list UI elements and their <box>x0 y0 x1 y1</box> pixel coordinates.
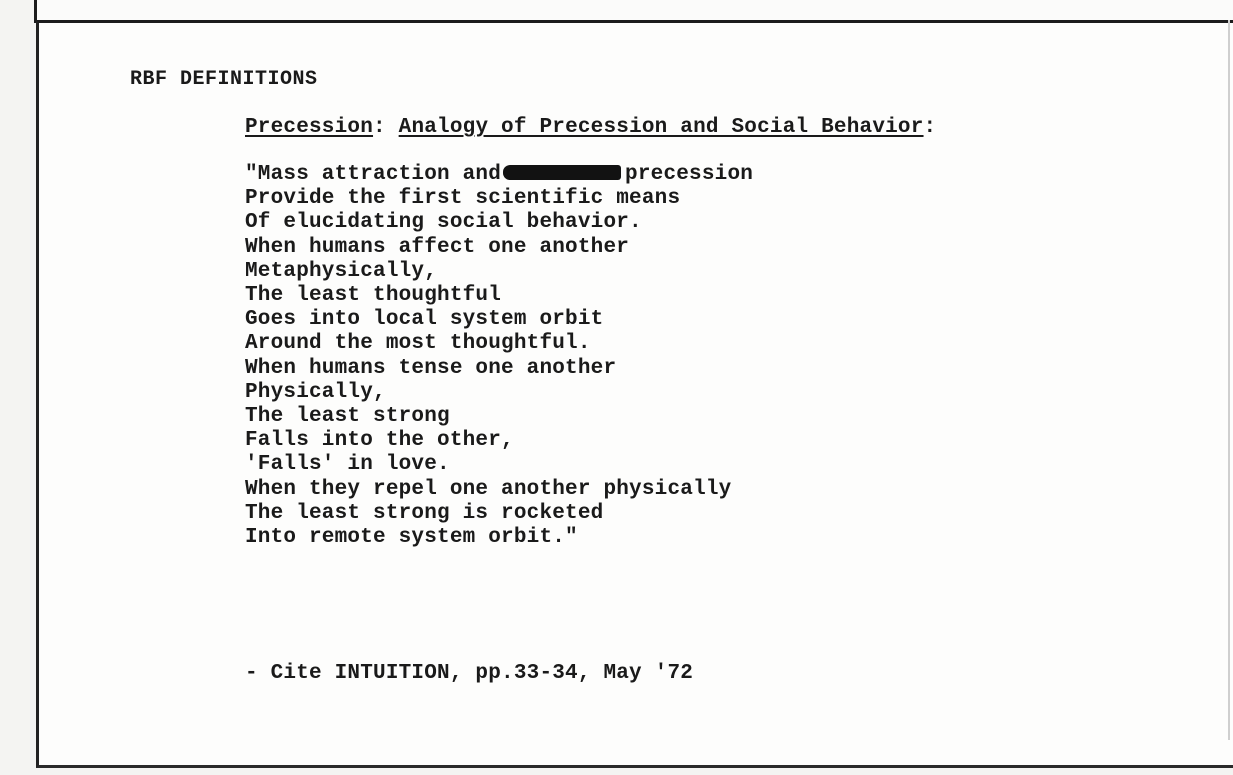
term-label: Precession <box>245 116 374 139</box>
card-right-edge <box>1228 20 1230 740</box>
quote-line-1-start: "Mass attraction and <box>245 163 502 186</box>
quote-line-1-end: precession <box>625 163 754 186</box>
quote-line: The least strong is rocketed <box>245 501 604 525</box>
quote-line: When they repel one another physically <box>245 477 732 501</box>
redaction-mark <box>503 165 621 180</box>
quote-line: The least strong <box>245 405 450 429</box>
quote-line: 'Falls' in love. <box>245 453 450 477</box>
quote-line: The least thoughtful <box>245 284 502 308</box>
quote-line: Physically, <box>245 380 386 404</box>
quote-line-1 <box>245 163 753 187</box>
citation: - Cite INTUITION, pp.33-34, May '72 <box>245 662 694 685</box>
quote-line: When humans affect one another <box>245 235 630 259</box>
quote-line: Around the most thoughtful. <box>245 332 591 356</box>
card-heading: RBF DEFINITIONS <box>130 68 318 91</box>
quote-line: Into remote system orbit." <box>245 526 578 550</box>
quote-line: Provide the first scientific means <box>245 187 681 211</box>
quote-line: Falls into the other, <box>245 429 514 453</box>
quote-line: Goes into local system orbit <box>245 308 604 332</box>
quote-line: When humans tense one another <box>245 356 617 380</box>
card-subheading <box>245 116 936 139</box>
subheading-end: : <box>923 116 937 139</box>
quote-line: Of elucidating social behavior. <box>245 211 642 235</box>
quote-line: Metaphysically, <box>245 259 438 283</box>
subheading-title: Analogy of Precession and Social Behavior <box>398 116 924 139</box>
quote-block <box>245 163 753 550</box>
term-separator: : <box>373 116 399 139</box>
